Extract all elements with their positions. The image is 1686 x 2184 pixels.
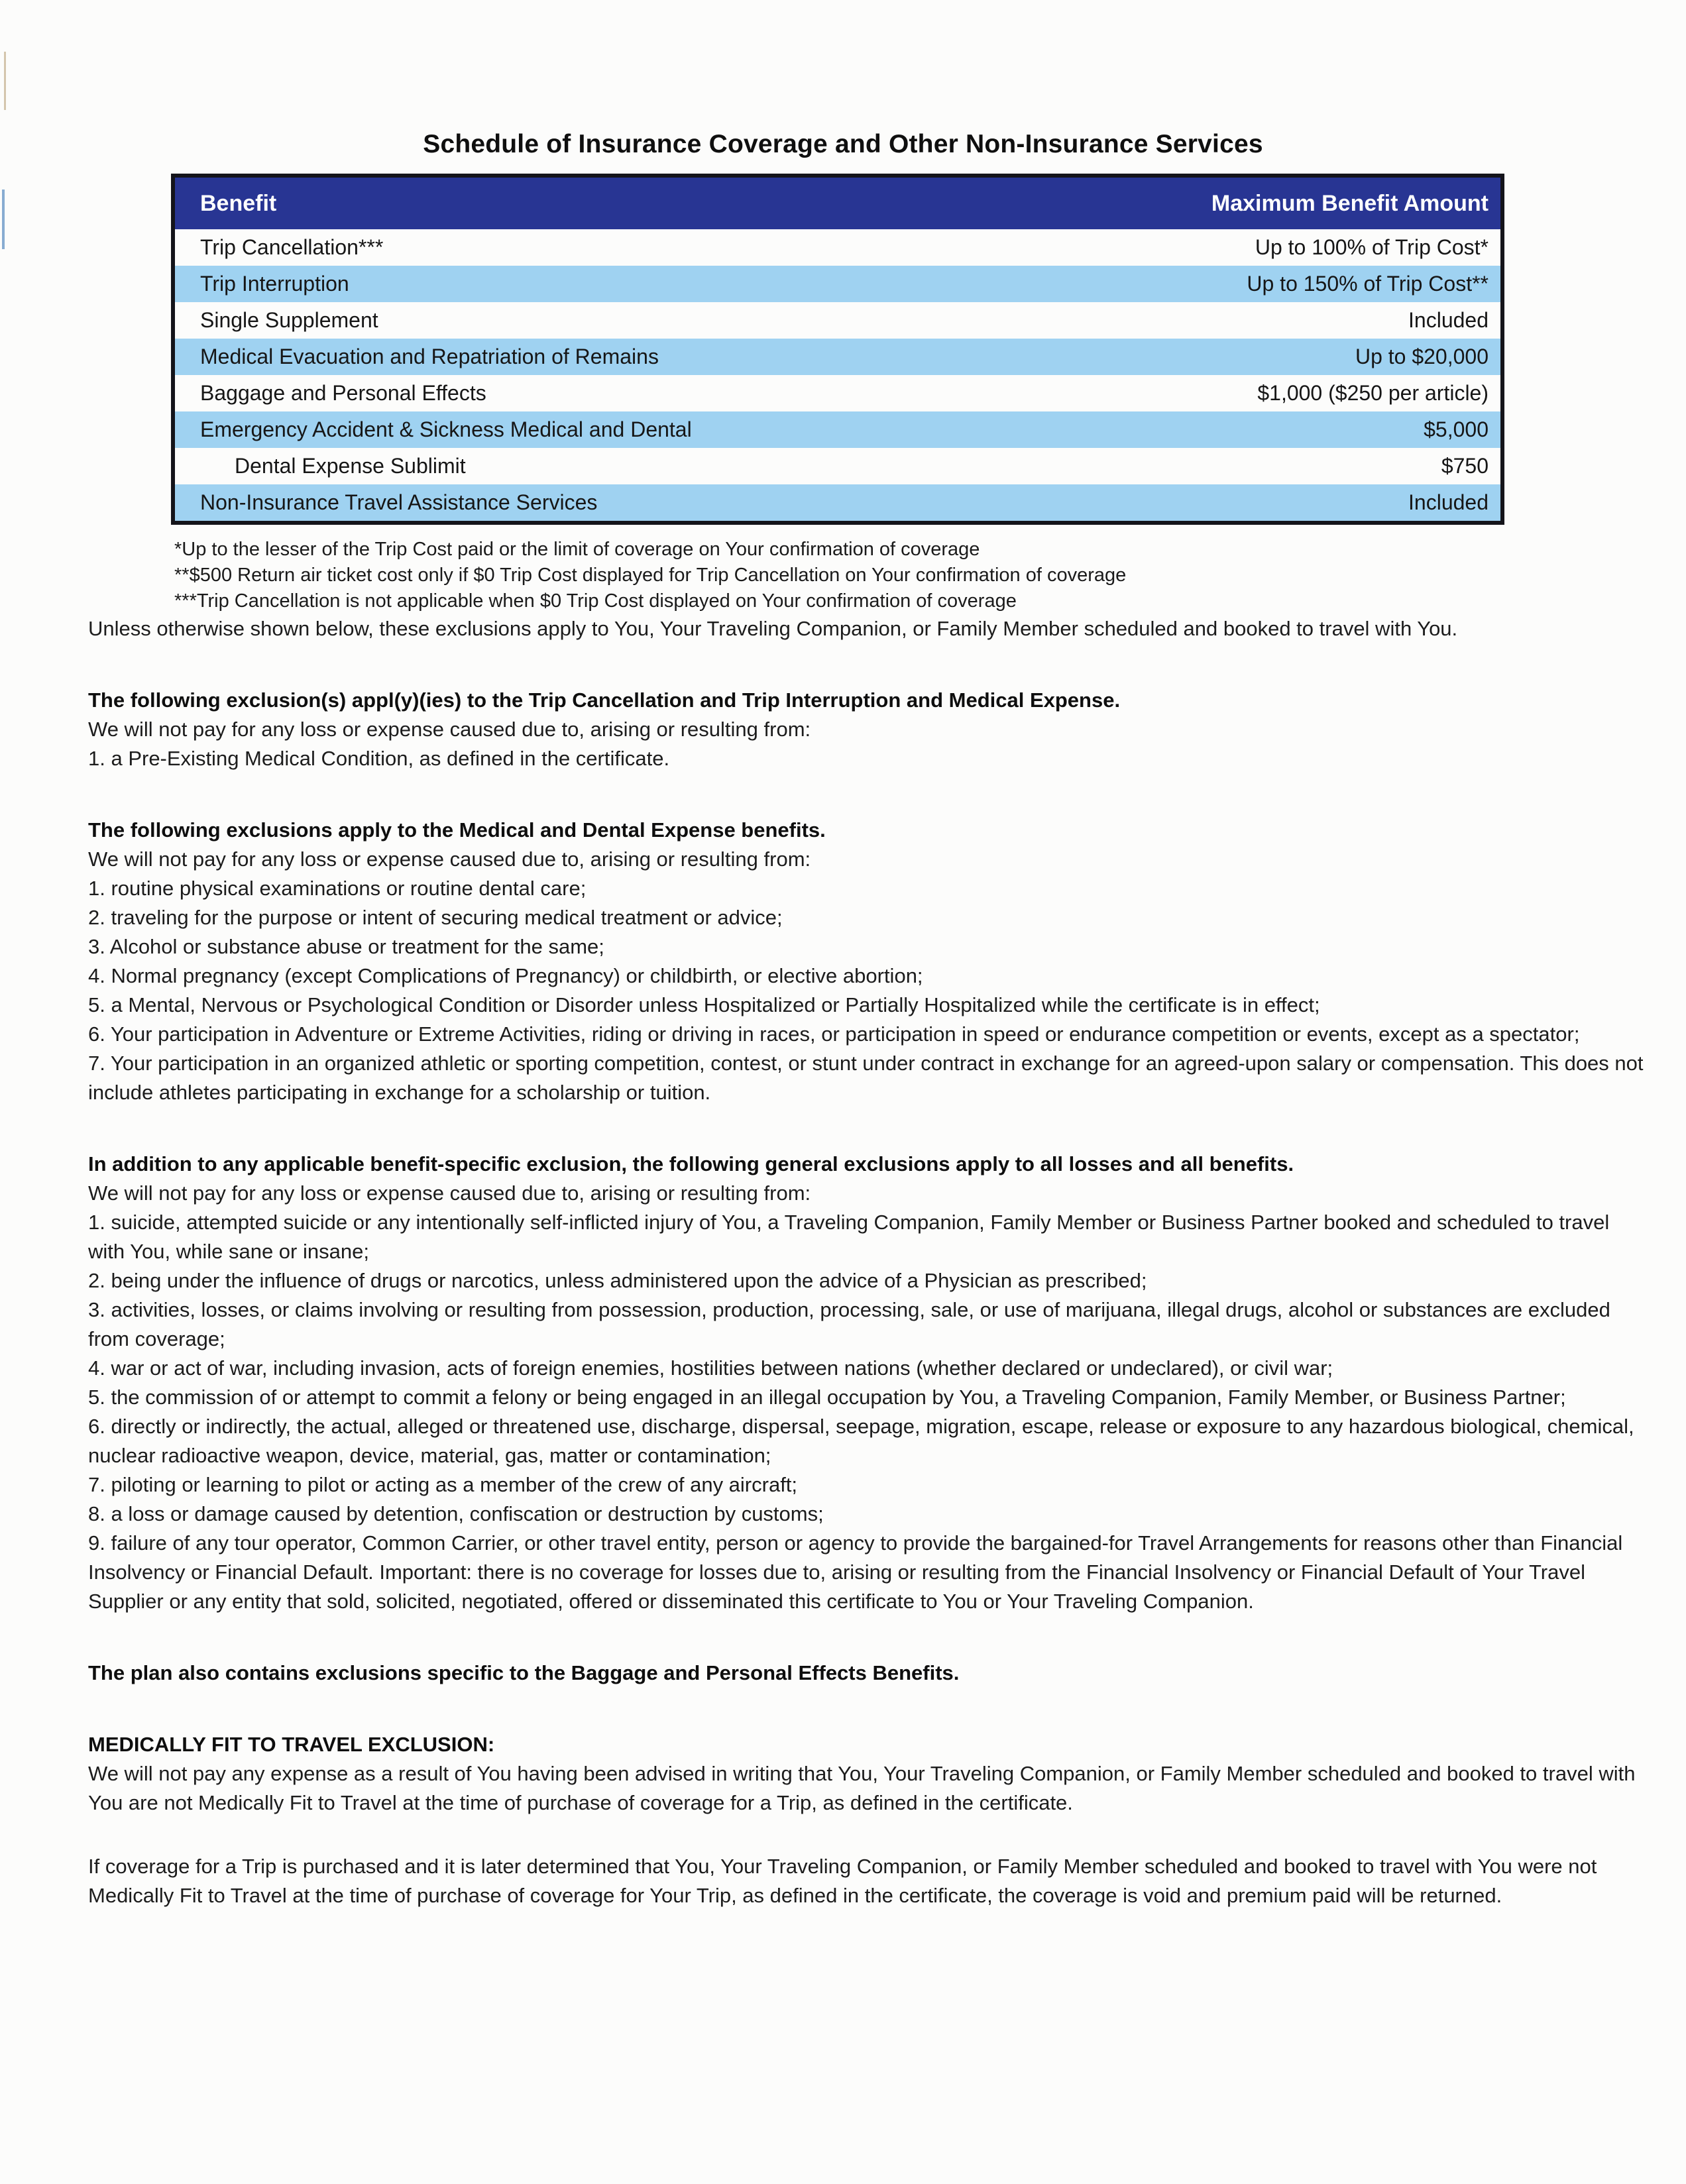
benefit-amount: Up to $20,000 <box>1355 345 1489 368</box>
sections <box>88 686 1650 1910</box>
section-heading: The following exclusions apply to the Medical and Dental Expense benefits. <box>88 818 826 842</box>
table-row <box>173 339 1502 375</box>
benefit-name: Trip Interruption <box>200 272 349 296</box>
section-lead: We will not pay for any loss or expense caused due to, arising or resulting from: <box>88 847 811 871</box>
exclusion-item: 9. failure of any tour operator, Common Carrier, or other travel entity, person or agency to provide the bargained-for Travel Arrangements for reasons other than Financial Insolvency or Financial Default. Important: there is no coverage for losses due to, arising or resulting from the Financial Insolvency or Financial Default of Your Travel Supplier or any entity that sold, solicited, negotiated, offered or disseminated this certificate to You or Your Traveling Companion. <box>88 1531 1623 1613</box>
benefit-amount: Included <box>1408 308 1489 332</box>
footnote: *Up to the lesser of the Trip Cost paid or the limit of coverage on Your confirmation of coverage <box>174 539 980 560</box>
exclusion-item: 5. the commission of or attempt to commit a felony or being engaged in an illegal occupation by You, a Traveling Companion, Family Member, or Business Partner; <box>88 1386 1566 1409</box>
exclusion-item: 2. being under the influence of drugs or narcotics, unless administered upon the advice of a Physician as prescribed; <box>88 1269 1147 1292</box>
benefit-name: Dental Expense Sublimit <box>235 454 466 478</box>
exclusion-item: 2. traveling for the purpose or intent of securing medical treatment or advice; <box>88 906 783 929</box>
table-footnotes <box>174 537 1686 614</box>
table-row <box>173 302 1502 339</box>
benefit-table-body <box>173 229 1502 523</box>
table-row <box>173 375 1502 411</box>
exclusion-item: 1. a Pre-Existing Medical Condition, as defined in the certificate. <box>88 747 670 770</box>
page-title: Schedule of Insurance Coverage and Other Non-Insurance Services <box>423 130 1263 158</box>
footnote: ***Trip Cancellation is not applicable when $0 Trip Cost displayed on Your confirmation of coverage <box>174 590 1017 612</box>
section-paragraph: We will not pay any expense as a result of You having been advised in writing that You, Your Traveling Companion, or Family Member scheduled and booked to travel with You are not Medically Fit to Travel at the time of purchase of coverage for a Trip, as defined in the certificate. <box>88 1762 1636 1814</box>
benefit-name: Emergency Accident & Sickness Medical and Dental <box>200 417 692 441</box>
scan-artifact <box>2 190 5 249</box>
section-heading: In addition to any applicable benefit-specific exclusion, the following general exclusions apply to all losses and all benefits. <box>88 1152 1294 1175</box>
table-row <box>173 229 1502 266</box>
section-heading: The following exclusion(s) appl(y)(ies) to the Trip Cancellation and Trip Interruption and Medical Expense. <box>88 688 1121 712</box>
scan-artifact <box>4 52 6 110</box>
benefit-amount: $5,000 <box>1424 417 1489 441</box>
document-body <box>0 614 1686 1910</box>
benefit-amount: Up to 150% of Trip Cost** <box>1247 272 1489 296</box>
benefit-amount: $750 <box>1441 454 1489 478</box>
exclusion-item: 5. a Mental, Nervous or Psychological Condition or Disorder unless Hospitalized or Partially Hospitalized while the certificate is in effect; <box>88 993 1320 1016</box>
exclusion-item: 8. a loss or damage caused by detention, confiscation or destruction by customs; <box>88 1502 824 1525</box>
exclusion-item: 4. war or act of war, including invasion, acts of foreign enemies, hostilities between nations (whether declared or undeclared), or civil war; <box>88 1356 1333 1380</box>
column-header-amount: Maximum Benefit Amount <box>998 176 1502 229</box>
benefit-name: Single Supplement <box>200 308 378 332</box>
table-header-row <box>173 176 1502 229</box>
table-row <box>173 448 1502 484</box>
section-lead: We will not pay for any loss or expense caused due to, arising or resulting from: <box>88 1181 811 1205</box>
table-row <box>173 411 1502 448</box>
benefit-amount: Up to 100% of Trip Cost* <box>1255 235 1489 259</box>
exclusion-item: 6. Your participation in Adventure or Extreme Activities, riding or driving in races, or participation in speed or endurance competition or events, except as a spectator; <box>88 1022 1580 1046</box>
benefit-name: Baggage and Personal Effects <box>200 381 486 405</box>
benefit-amount: $1,000 ($250 per article) <box>1257 381 1489 405</box>
section-lead: We will not pay for any loss or expense caused due to, arising or resulting from: <box>88 718 811 741</box>
exclusion-item: 7. piloting or learning to pilot or acting as a member of the crew of any aircraft; <box>88 1473 798 1496</box>
section-paragraph: If coverage for a Trip is purchased and it is later determined that You, Your Traveling Companion, or Family Member scheduled and booked to travel with You were not Medically Fit to Travel at the time of purchase of coverage for Your Trip, as defined in the certificate, the coverage is void and premium paid will be returned. <box>88 1855 1597 1907</box>
exclusion-item: 6. directly or indirectly, the actual, alleged or threatened use, discharge, dispersal, seepage, migration, escape, release or exposure to any hazardous biological, chemical, nuclear radioactive weapon, device, material, gas, matter or contamination; <box>88 1415 1634 1467</box>
exclusion-item: 1. suicide, attempted suicide or any intentionally self-inflicted injury of You, a Traveling Companion, Family Member or Business Partner booked and scheduled to travel with You, while sane or insane; <box>88 1211 1610 1263</box>
column-header-benefit: Benefit <box>173 176 998 229</box>
benefit-name: Non-Insurance Travel Assistance Services <box>200 490 598 514</box>
section-heading: MEDICALLY FIT TO TRAVEL EXCLUSION: <box>88 1733 495 1756</box>
exclusion-item: 3. Alcohol or substance abuse or treatment for the same; <box>88 935 604 958</box>
exclusion-item: 1. routine physical examinations or routine dental care; <box>88 877 587 900</box>
benefit-schedule-table <box>171 174 1504 525</box>
benefit-name: Medical Evacuation and Repatriation of Remains <box>200 345 659 368</box>
table-row <box>173 484 1502 523</box>
intro-paragraph: Unless otherwise shown below, these exclusions apply to You, Your Traveling Companion, or Family Member scheduled and booked to travel with You. <box>88 617 1458 640</box>
benefit-name: Trip Cancellation*** <box>200 235 384 259</box>
exclusion-item: 3. activities, losses, or claims involving or resulting from possession, production, processing, sale, or use of marijuana, illegal drugs, alcohol or substances are excluded from coverage; <box>88 1298 1610 1350</box>
section-heading: The plan also contains exclusions specific to the Baggage and Personal Effects Benefits. <box>88 1661 960 1684</box>
table-row <box>173 266 1502 302</box>
benefit-amount: Included <box>1408 490 1489 514</box>
table-header <box>173 176 1502 229</box>
exclusion-item: 7. Your participation in an organized athletic or sporting competition, contest, or stunt under contract in exchange for an agreed-upon salary or compensation. This does not include athletes participating in exchange for a scholarship or tuition. <box>88 1052 1644 1104</box>
footnote: **$500 Return air ticket cost only if $0 Trip Cost displayed for Trip Cancellation on Your confirmation of coverage <box>174 565 1127 586</box>
exclusion-item: 4. Normal pregnancy (except Complications of Pregnancy) or childbirth, or elective abortion; <box>88 964 923 987</box>
